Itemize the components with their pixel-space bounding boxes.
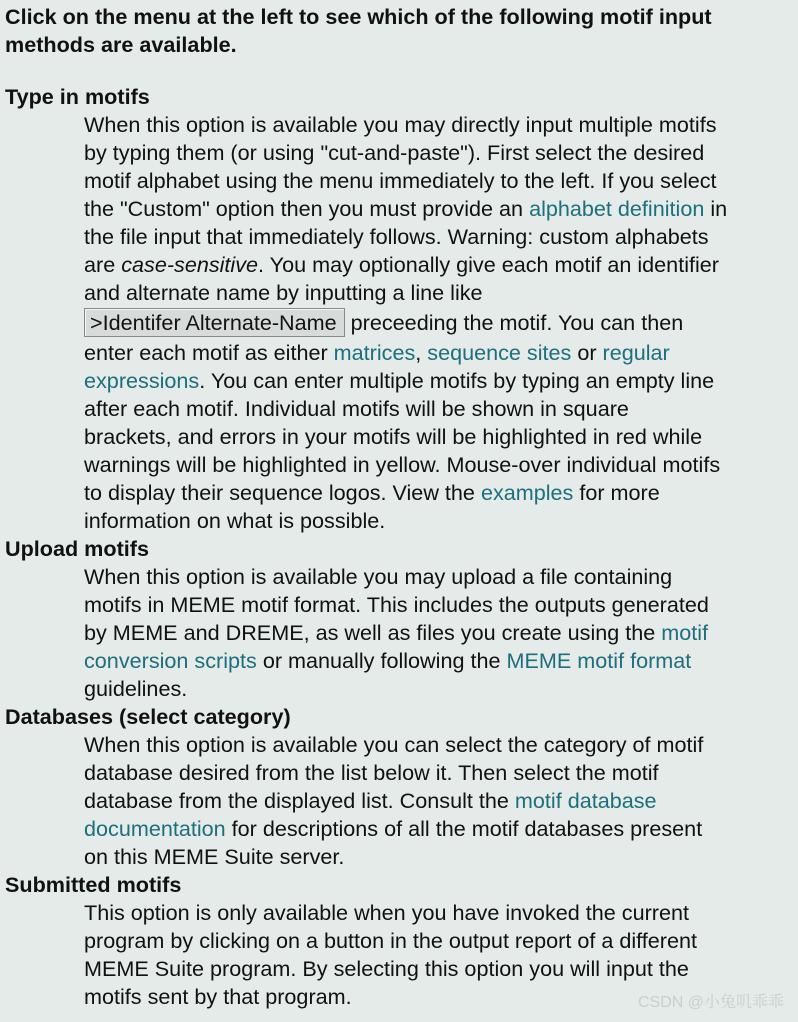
text-fragment: for descriptions of all the motif databases present [225,816,703,841]
motif-conversion-scripts-link-cont[interactable]: conversion scripts [84,648,257,673]
text-fragment: or [571,340,603,365]
text-line [84,619,798,647]
identifier-example-box: >Identifer Alternate-Name [84,308,345,337]
text-line: warnings will be highlighted in yellow. Mouse-over individual motifs [84,452,721,477]
text-fragment: in [704,196,728,221]
watermark: CSDN @小兔叽乖乖 [637,994,784,1011]
text-line: motif alphabet using the menu immediately to the left. If you select [84,168,717,193]
intro-line: methods are available. [5,32,237,57]
text-line [84,787,798,815]
text-line: and alternate name by inputting a line like [84,280,483,305]
text-line [84,307,798,339]
text-line: motifs sent by that program. [84,984,352,1009]
case-sensitive-emphasis: case-sensitive [121,252,259,277]
motif-database-documentation-link[interactable]: motif database [514,788,657,813]
text-line: motifs in MEME motif format. This includes the outputs generated [84,592,709,617]
section-body-databases [84,731,798,871]
text-line: This option is only available when you have invoked the current [84,900,689,925]
text-line: program by clicking on a button in the output report of a different [84,928,697,953]
text-line [84,339,798,367]
section-body-upload-motifs [84,563,798,703]
intro-heading [5,3,795,59]
text-line: MEME Suite program. By selecting this option you will input the [84,956,689,981]
text-fragment: or manually following the [256,648,507,673]
text-line [84,251,798,279]
motif-database-documentation-link-cont[interactable]: documentation [84,816,226,841]
text-fragment: . You can enter multiple motifs by typing an empty line [199,368,715,393]
text-line: When this option is available you may directly input multiple motifs [84,112,717,137]
section-title-submitted-motifs: Submitted motifs [5,872,182,897]
text-fragment: the "Custom" option then you must provide an [84,196,530,221]
text-fragment: to display their sequence logos. View the [84,480,481,505]
text-line [84,647,798,675]
text-line: on this MEME Suite server. [84,844,345,869]
text-fragment: , [415,340,428,365]
alphabet-definition-link[interactable]: alphabet definition [529,196,705,221]
text-fragment: are [84,252,122,277]
text-line: the file input that immediately follows. Warning: custom alphabets [84,224,709,249]
text-fragment: enter each motif as either [84,340,334,365]
examples-link[interactable]: examples [480,480,574,505]
motif-conversion-scripts-link[interactable]: motif [661,620,709,645]
text-line: by typing them (or using "cut-and-paste"). First select the desired [84,140,705,165]
text-line: after each motif. Individual motifs will be shown in square [84,396,629,421]
regular-expressions-link-cont[interactable]: expressions [84,368,200,393]
text-fragment: by MEME and DREME, as well as files you create using the [84,620,662,645]
text-line: database desired from the list below it. Then select the motif [84,760,659,785]
text-fragment: . You may optionally give each motif an identifier [258,252,719,277]
text-line [84,815,798,843]
meme-motif-format-link[interactable]: MEME motif format [506,648,692,673]
text-line: When this option is available you may upload a file containing [84,564,673,589]
text-line [84,367,798,395]
section-title-type-in-motifs: Type in motifs [5,84,150,109]
text-line: When this option is available you can select the category of motif [84,732,704,757]
intro-line: Click on the menu at the left to see which of the following motif input [5,4,712,29]
text-line [84,195,798,223]
text-line: brackets, and errors in your motifs will be highlighted in red while [84,424,703,449]
section-title-upload-motifs: Upload motifs [5,536,149,561]
text-line [84,479,798,507]
text-fragment: database from the displayed list. Consult the [84,788,515,813]
section-body-type-in-motifs [84,111,798,535]
text-fragment: for more [573,480,660,505]
text-fragment: preceeding the motif. You can then [344,310,684,335]
section-title-databases: Databases (select category) [5,704,291,729]
sequence-sites-link[interactable]: sequence sites [427,340,572,365]
matrices-link[interactable]: matrices [333,340,416,365]
text-line: guidelines. [84,676,188,701]
text-line: information on what is possible. [84,508,386,533]
regular-expressions-link[interactable]: regular [602,340,670,365]
